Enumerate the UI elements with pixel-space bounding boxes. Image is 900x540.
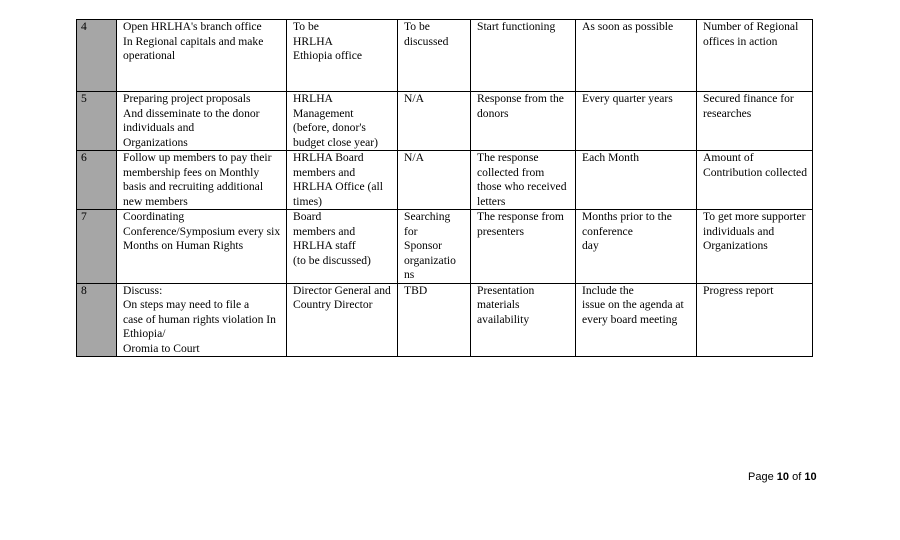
row-number-cell: 4 — [77, 20, 117, 92]
row-number-cell: 6 — [77, 151, 117, 210]
activity-cell: Open HRLHA's branch office In Regional capitals and make operational — [117, 20, 287, 92]
budget-cell: N/A — [398, 92, 471, 151]
responsible-cell: HRLHA Management (before, donor's budget close year) — [287, 92, 398, 151]
activity-cell: Follow up members to pay their membership fees on Monthly basis and recruiting additional new members — [117, 151, 287, 210]
indicator-cell: Amount of Contribution collected — [697, 151, 813, 210]
expected-output-cell: Start functioning — [471, 20, 576, 92]
row-number-cell: 5 — [77, 92, 117, 151]
table-row — [77, 210, 813, 284]
indicator-cell: To get more supporter individuals and Organizations — [697, 210, 813, 284]
timeframe-cell: Months prior to the conference day — [576, 210, 697, 284]
page-footer — [748, 471, 817, 483]
activity-cell: Coordinating Conference/Symposium every six Months on Human Rights — [117, 210, 287, 284]
table-row — [77, 92, 813, 151]
table-row — [77, 283, 813, 357]
timeframe-cell: Every quarter years — [576, 92, 697, 151]
activity-cell: Discuss: On steps may need to file a case of human rights violation In Ethiopia/ Oromia to Court — [117, 283, 287, 357]
table-row — [77, 20, 813, 92]
table-row — [77, 151, 813, 210]
of-label: of — [792, 471, 802, 483]
expected-output-cell: The response collected from those who received letters — [471, 151, 576, 210]
budget-cell: Searching for Sponsor organizatio ns — [398, 210, 471, 284]
responsible-cell: To be HRLHA Ethiopia office — [287, 20, 398, 92]
expected-output-cell: Presentation materials availability — [471, 283, 576, 357]
budget-cell: TBD — [398, 283, 471, 357]
current-page-number: 10 — [776, 471, 790, 483]
expected-output-cell: The response from presenters — [471, 210, 576, 284]
timeframe-cell: Each Month — [576, 151, 697, 210]
expected-output-cell: Response from the donors — [471, 92, 576, 151]
indicator-cell: Progress report — [697, 283, 813, 357]
indicator-cell: Secured finance for researches — [697, 92, 813, 151]
responsible-cell: Director General and Country Director — [287, 283, 398, 357]
action-plan-table — [76, 19, 813, 357]
budget-cell: N/A — [398, 151, 471, 210]
total-page-number: 10 — [804, 471, 817, 483]
activity-cell: Preparing project proposals And disseminate to the donor individuals and Organizations — [117, 92, 287, 151]
indicator-cell: Number of Regional offices in action — [697, 20, 813, 92]
responsible-cell: Board members and HRLHA staff (to be discussed) — [287, 210, 398, 284]
table-body — [77, 20, 813, 357]
timeframe-cell: Include the issue on the agenda at every board meeting — [576, 283, 697, 357]
row-number-cell: 8 — [77, 283, 117, 357]
timeframe-cell: As soon as possible — [576, 20, 697, 92]
row-number-cell: 7 — [77, 210, 117, 284]
budget-cell: To be discussed — [398, 20, 471, 92]
page-label: Page — [748, 471, 774, 483]
responsible-cell: HRLHA Board members and HRLHA Office (all times) — [287, 151, 398, 210]
